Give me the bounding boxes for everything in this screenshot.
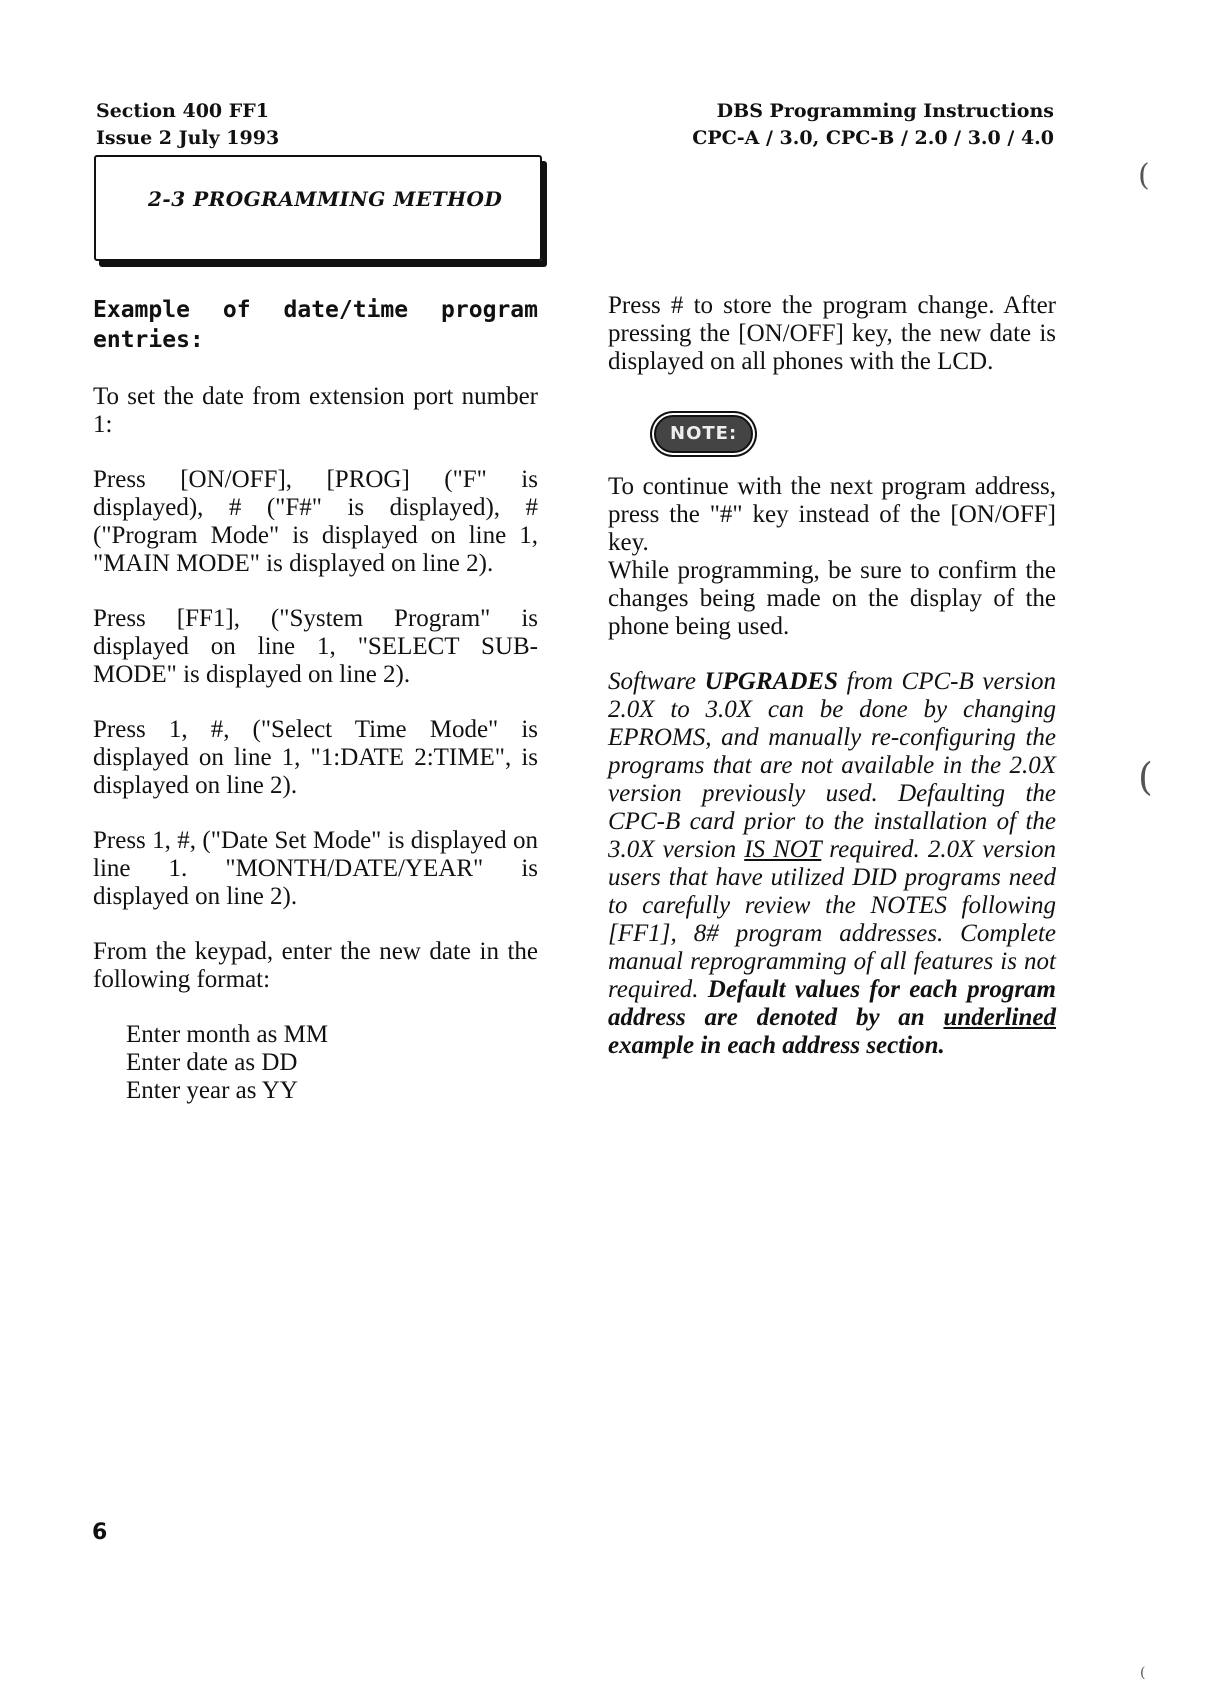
margin-mark: (: [1138, 755, 1153, 799]
default-values-note: Default values for each program address are denoted by an: [608, 976, 1056, 1031]
list-item: Enter year as YY: [126, 1077, 298, 1104]
paragraph: Press [FF1], ("System Program" is displayed on line 1, "SELECT SUB-MODE" is displayed on line 2).: [93, 605, 538, 688]
doc-title: DBS Programming Instructions: [716, 100, 1054, 122]
list-item: Enter date as DD: [126, 1049, 298, 1076]
doc-version: CPC-A / 3.0, CPC-B / 2.0 / 3.0 / 4.0: [692, 127, 1054, 149]
format-list: [93, 1021, 538, 1105]
upgrade-text: required. 2.0X version users that have utilized DID programs need to carefully review the NOTES following [FF1], 8# program addresses. Complete manual reprogramming of all features is not required.: [608, 836, 1056, 1003]
paragraph: Press # to store the program change. After pressing the [ON/OFF] key, the new date is displayed on all phones with the LCD.: [608, 292, 1056, 375]
header-left: [96, 98, 279, 152]
issue-label: Issue 2 July 1993: [96, 127, 280, 149]
paragraph: To set the date from extension port number 1:: [93, 383, 538, 438]
margin-mark: (: [1138, 158, 1150, 193]
section-label: Section 400 FF1: [96, 100, 269, 122]
upgrade-paragraph: [608, 668, 1056, 1060]
list-item: Enter month as MM: [126, 1021, 329, 1048]
right-column: [608, 292, 1056, 1087]
paragraph: From the keypad, enter the new date in the following format:: [93, 938, 538, 993]
section-title-box: [94, 155, 542, 261]
example-heading: Example of date/time program entries:: [93, 297, 538, 353]
underlined-word: underlined: [943, 1004, 1056, 1031]
default-values-note-end: example in each address section.: [608, 1032, 945, 1059]
paragraph: Press 1, #, ("Date Set Mode" is displayed on line 1. "MONTH/DATE/YEAR" is displayed on line 2).: [93, 827, 538, 910]
margin-mark: (: [1140, 1665, 1146, 1681]
paragraph: While programming, be sure to confirm the changes being made on the display of the phone being used.: [608, 557, 1056, 640]
section-title: 2-3 PROGRAMMING METHOD: [148, 187, 503, 211]
page-number: 6: [92, 1520, 108, 1545]
upgrade-text: Software: [608, 668, 705, 695]
upgrade-emphasis: UPGRADES: [704, 668, 838, 695]
paragraph: To continue with the next program address, press the "#" key instead of the [ON/OFF] key.: [608, 473, 1056, 556]
note-badge: NOTE:: [654, 415, 753, 453]
left-column: [93, 295, 538, 1105]
upgrade-text: from CPC-B version 2.0X to 3.0X can be done by changing EPROMS, and manually re-configuring the programs that are not available in the 2.0X version previously used. Defaulting the CPC-B card prior to the installation of the 3.0X version: [608, 668, 1056, 863]
upgrade-underline: IS NOT: [744, 836, 822, 863]
paragraph: Press [ON/OFF], [PROG] ("F" is displayed), # ("F#" is displayed), # ("Program Mode" is displayed on line 1, "MAIN MODE" is displayed on line 2).: [93, 466, 538, 577]
header-right: [692, 98, 1054, 152]
paragraph: Press 1, #, ("Select Time Mode" is displayed on line 1, "1:DATE 2:TIME", is displayed on line 2).: [93, 716, 538, 799]
